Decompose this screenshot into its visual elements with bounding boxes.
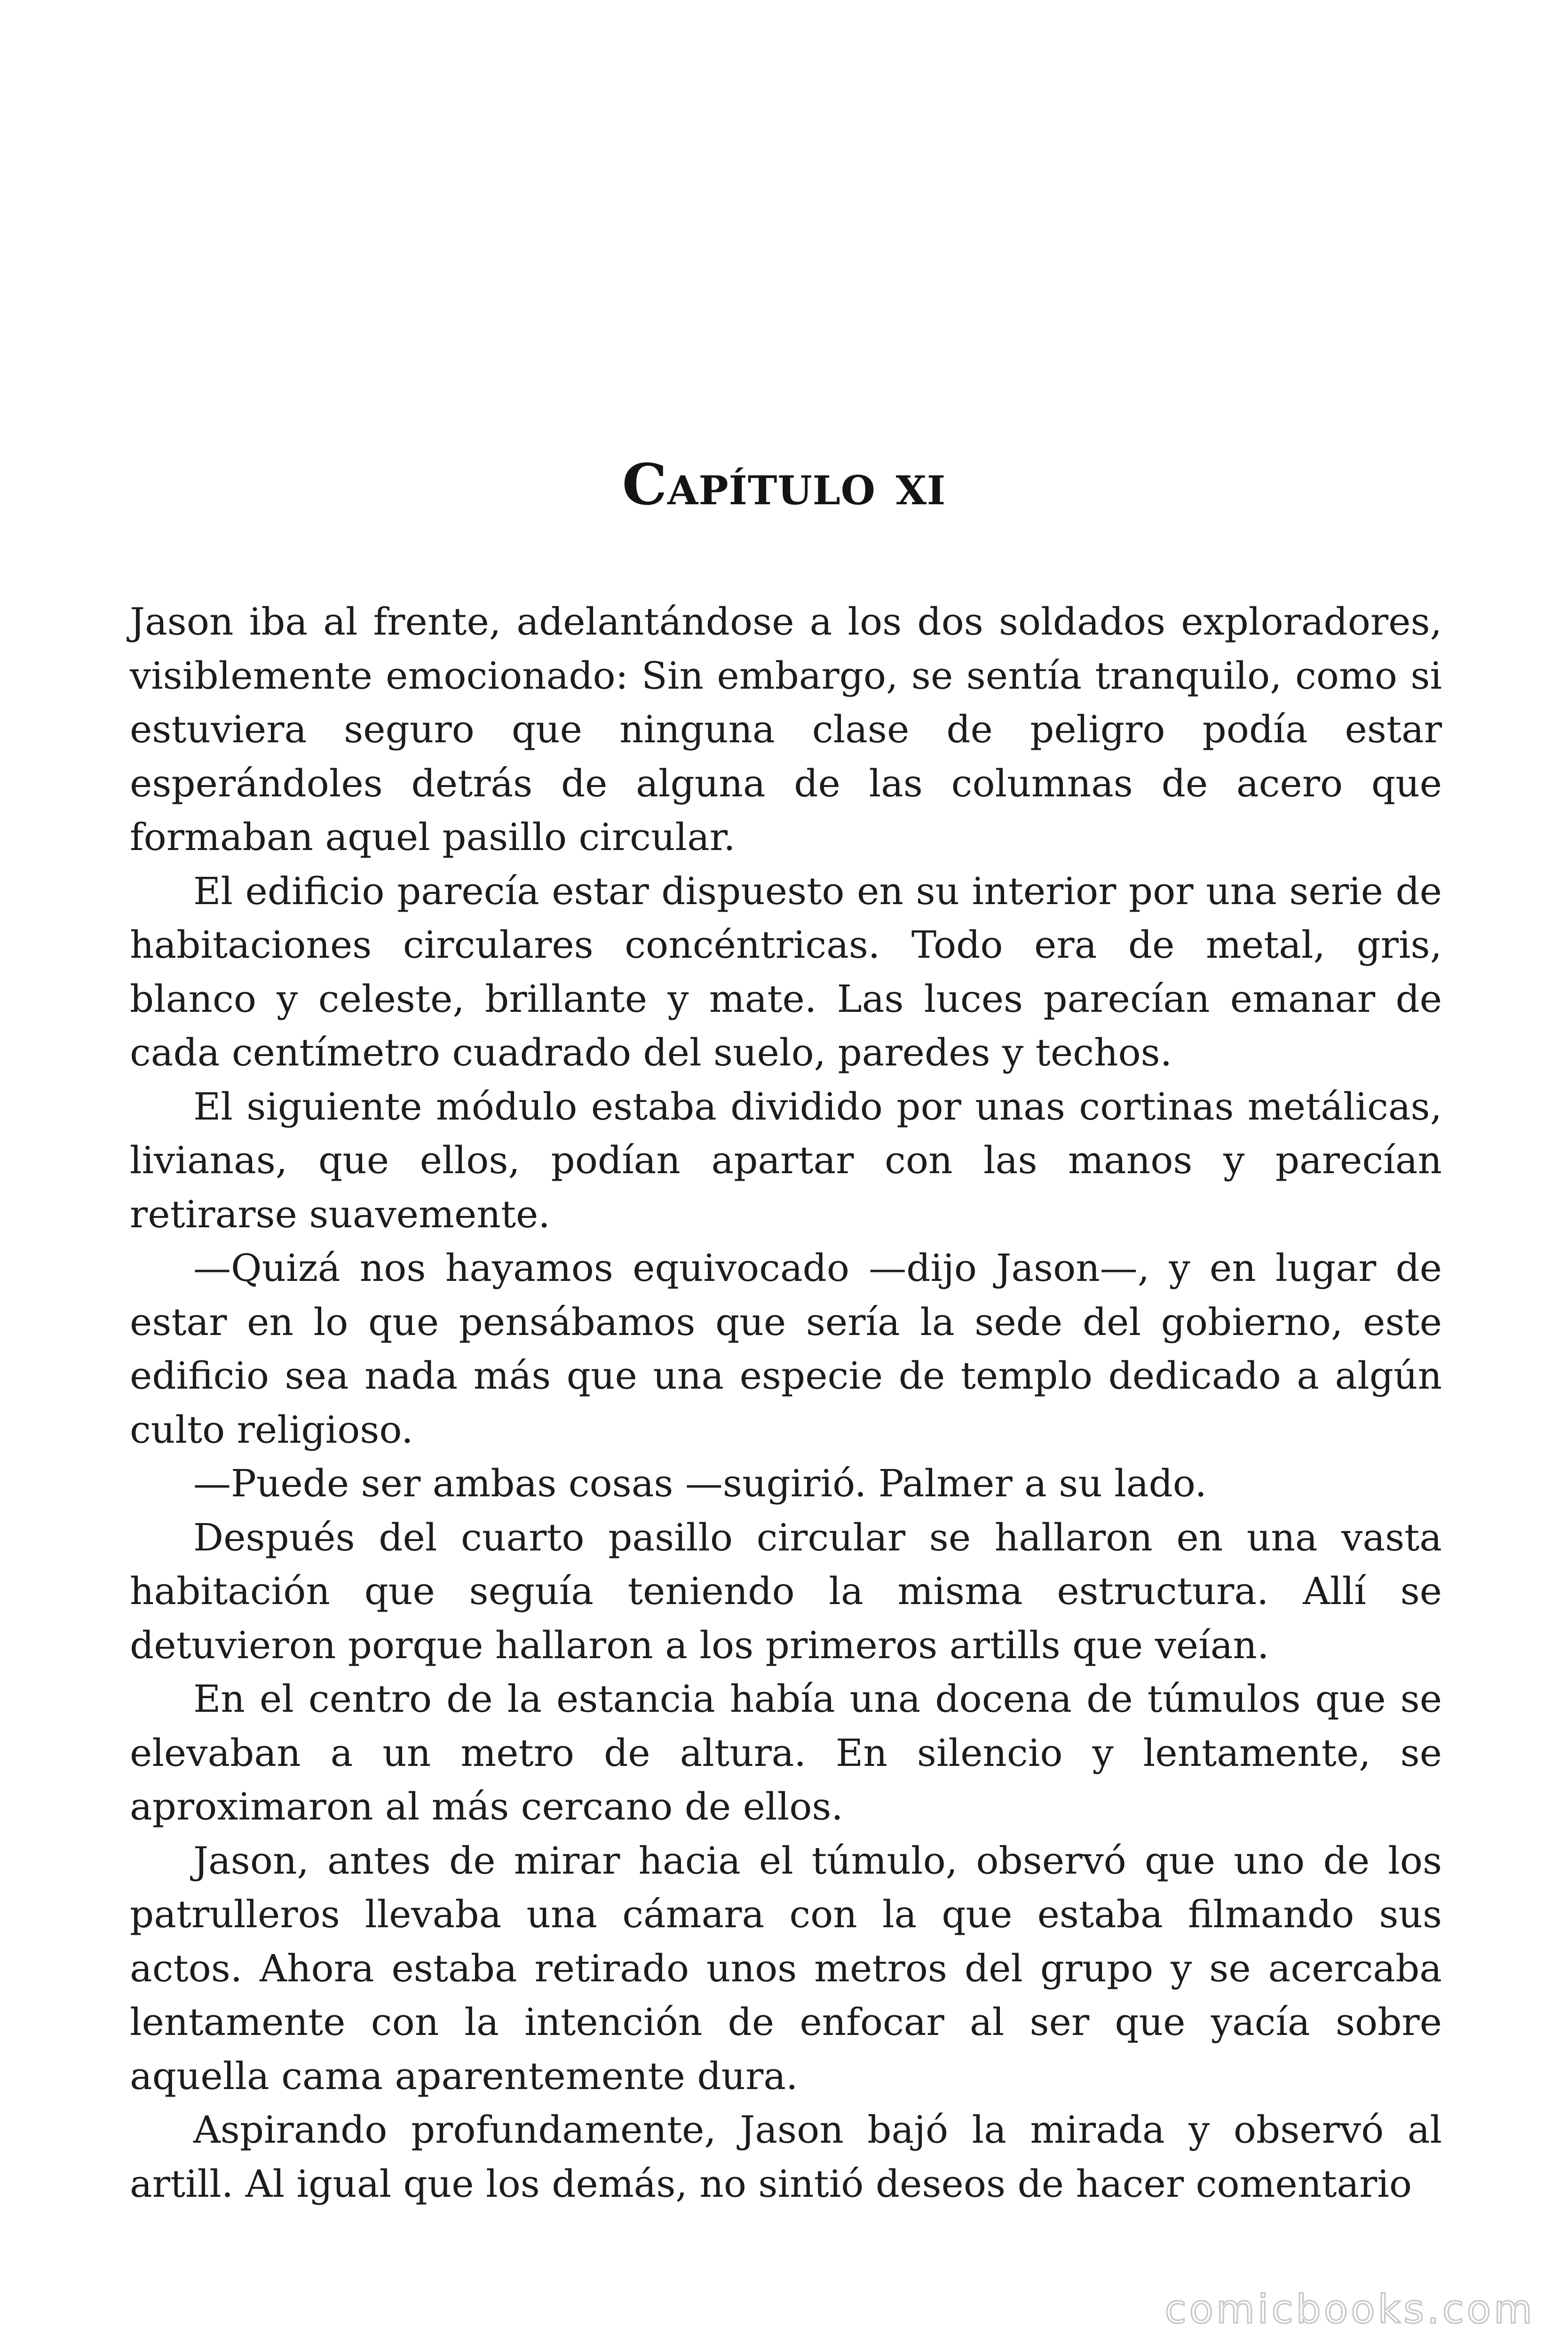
chapter-body (130, 595, 1442, 2211)
paragraph: Jason, antes de mirar hacia el túmulo, observó que uno de los patrulleros llevaba una cámara con la que estaba filmando sus actos. Ahora estaba retirado unos metros del grupo y se acercaba lentamente con la intención de enfocar al ser que yacía sobre aquella cama aparentemente dura. (130, 1838, 1442, 2098)
paragraph: —Quizá nos hayamos equivocado —dijo Jason—, y en lugar de estar en lo que pensábamos que sería la sede del gobierno, este edificio sea nada más que una especie de templo dedicado a algún culto religioso. (130, 1246, 1442, 1452)
paragraph: En el centro de la estancia había una docena de túmulos que se elevaban a un metro de altura. En silencio y lentamente, se aproximaron al más cercano de ellos. (130, 1677, 1442, 1828)
paragraph: El edificio parecía estar dispuesto en su interior por una serie de habitaciones circulares concéntricas. Todo era de metal, gris, blanco y celeste, brillante y mate. Las luces parecían emanar de cada centímetro cuadrado del suelo, paredes y techos. (130, 869, 1442, 1074)
paragraph: —Puede ser ambas cosas —sugirió. Palmer a su lado. (193, 1462, 1207, 1505)
paragraph: Después del cuarto pasillo circular se hallaron en una vasta habitación que seguía teniendo la misma estructura. Allí se detuvieron porque hallaron a los primeros artills que veían. (130, 1515, 1442, 1667)
chapter-title: Capítulo xi (622, 452, 946, 518)
paragraph: El siguiente módulo estaba dividido por unas cortinas metálicas, livianas, que ellos, podían apartar con las manos y parecían retirarse suavemente. (130, 1084, 1442, 1236)
paragraph: Jason iba al frente, adelantándose a los dos soldados exploradores, visiblemente emocionado: Sin embargo, se sentía tranquilo, como si estuviera seguro que ninguna clase de peligro podía estar esperándoles detrás de alguna de las columnas de acero que formaban aquel pasillo circular. (130, 600, 1442, 859)
watermark: comicbooks.com (1164, 2286, 1535, 2332)
paragraph: Aspirando profundamente, Jason bajó la mirada y observó al artill. Al igual que los demás, no sintió deseos de hacer comentario (130, 2108, 1442, 2206)
